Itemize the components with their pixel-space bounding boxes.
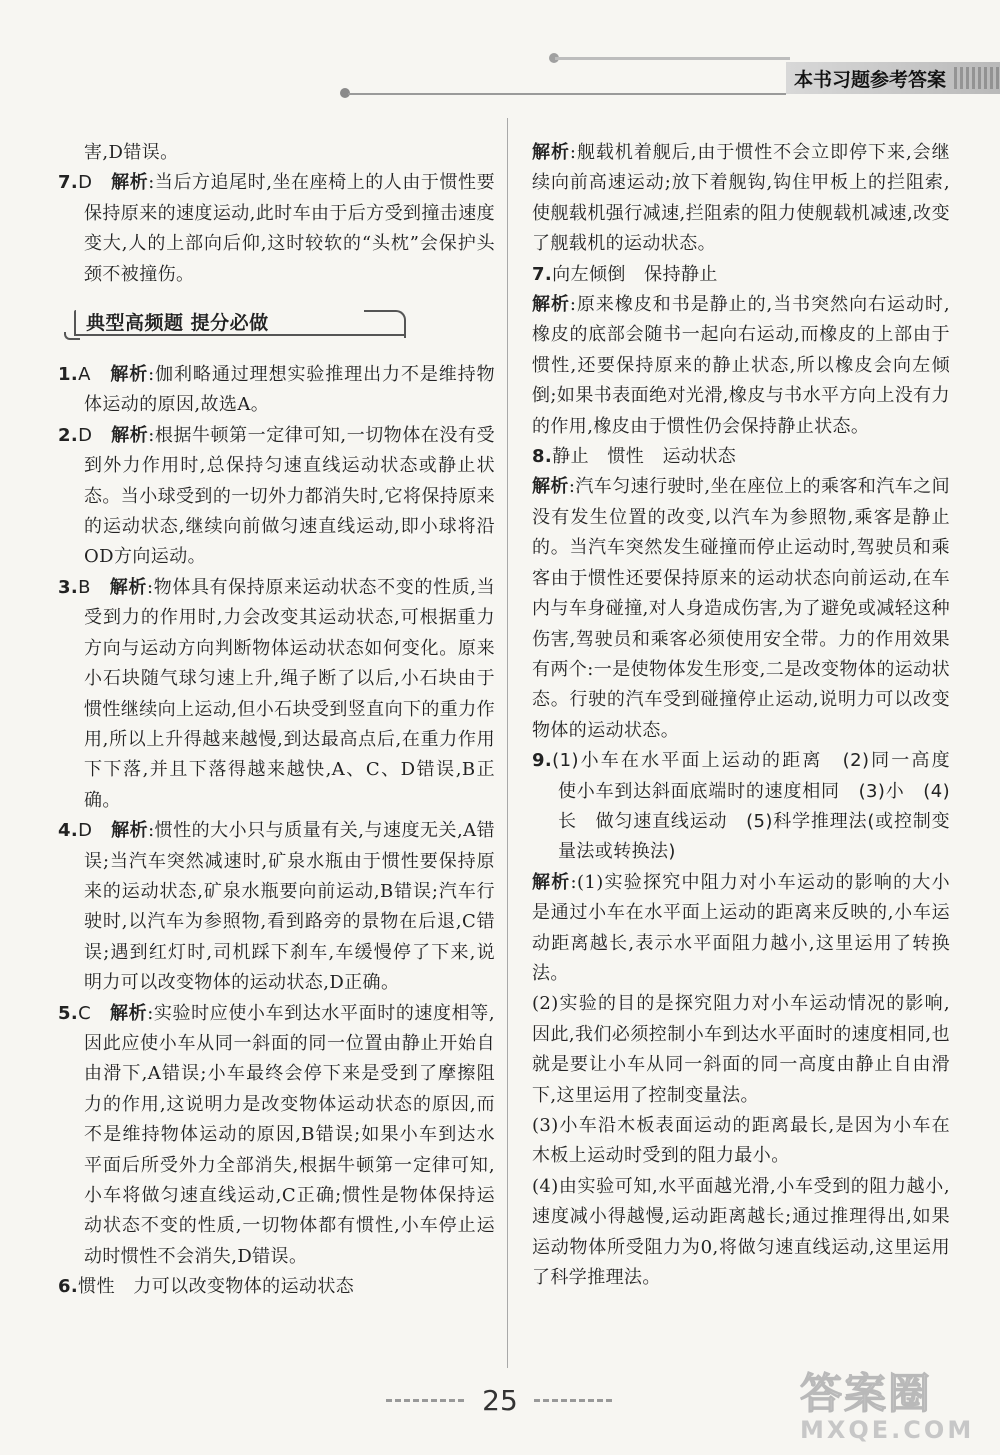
analysis-label: 解析 <box>532 871 571 893</box>
answer-item-6-analysis <box>532 138 950 260</box>
continued-text-content: 害,D错误。 <box>84 142 179 163</box>
analysis-label: 解析 <box>532 476 569 498</box>
header-title: 本书习题参考答案 <box>794 68 947 91</box>
analysis-text: :(1)实验探究中阻力对小车运动的影响的大小是通过小车在水平面上运动的距离来反映的,小车运动距离越长,表示水平面阻力越小,这里运用了转换法。 <box>532 871 950 984</box>
section-heading-ornament <box>74 310 76 336</box>
watermark-logo <box>800 1369 990 1450</box>
answer-text: 静止 惯性 运动状态 <box>552 446 737 468</box>
question-number: 1. <box>58 364 79 386</box>
right-column <box>532 138 969 1293</box>
answer-item-9-analysis-1 <box>532 868 950 990</box>
answer-item-7 <box>58 168 495 290</box>
answer-item-9-analysis-2: (2)实验的目的是探究阻力对小车运动情况的影响,因此,我们必须控制小车到达水平面时的速度相同,也就是要让小车从同一斜面的同一高度由静止自由滑下,这里运用了控制变量法。 <box>532 993 950 1106</box>
answer-item-4 <box>58 816 495 998</box>
answer-item-2 <box>58 421 495 573</box>
analysis-label: 解析 <box>532 142 570 163</box>
answer-choice: D <box>78 172 93 194</box>
answer-item-6 <box>58 1272 495 1302</box>
question-number: 8. <box>532 446 553 468</box>
header-stripes <box>954 67 1000 89</box>
question-number: 7. <box>58 172 79 194</box>
question-number: 3. <box>58 576 79 598</box>
analysis-label: 解析 <box>110 364 149 386</box>
header-ornament-line <box>555 57 790 60</box>
question-number: 4. <box>58 820 79 842</box>
analysis-text: :当后方追尾时,坐在座椅上的人由于惯性要保持原来的速度运动,此时车由于后方受到撞击速度变大,人的上部向后仰,这时较软的“头枕”会保护头颈不被撞伤。 <box>84 172 495 285</box>
analysis-label: 解析 <box>111 172 149 194</box>
column-divider <box>507 118 508 1368</box>
header-tab <box>786 62 1000 94</box>
answer-item-9-analysis-3: (3)小车沿木板表面运动的距离最长,是因为小车在木板上运动时受到的阻力最小。 <box>532 1115 950 1167</box>
answer-text: 向左倾倒 保持静止 <box>552 263 718 285</box>
left-column <box>58 138 495 1303</box>
answer-item-8 <box>532 442 950 472</box>
watermark-logo-text: 答案圈 <box>800 1369 933 1418</box>
question-number: 9. <box>532 750 553 772</box>
watermark-logo-url: MXQE.COM <box>800 1416 975 1444</box>
answer-item-7-analysis <box>532 290 950 442</box>
answer-text: 惯性 力可以改变物体的运动状态 <box>78 1276 355 1298</box>
section-heading-label: 典型高频题 提分必做 <box>86 312 269 335</box>
analysis-label: 解析 <box>109 1002 148 1024</box>
answer-choice: B <box>78 576 91 598</box>
analysis-text: :根据牛顿第一定律可知,一切物体在没有受到外力作用时,总保持匀速直线运动状态或静止状态。当小球受到的一切外力都消失时,它将保持原来的运动状态,继续向前做匀速直线运动,即小球将沿OD方向运动。 <box>84 424 495 568</box>
question-number: 5. <box>58 1002 79 1024</box>
answer-choice: A <box>78 364 91 386</box>
answer-choice: D <box>78 424 93 446</box>
analysis-text: :汽车匀速行驶时,坐在座位上的乘客和汽车之间没有发生位置的改变,以汽车为参照物,乘客是静止的。当汽车突然发生碰撞而停止运动时,驾驶员和乘客由于惯性还要保持原来的运动状态向前运动,在车内与车身碰撞,对人身造成伤害,为了避免或减轻这种伤害,驾驶员和乘客必须使用安全带。力的作用效果有两个:一是使物体发生形变,二是改变物体的运动状态。行驶的汽车受到碰撞停止运动,说明力可以改变物体的运动状态。 <box>532 476 950 741</box>
footer-ornament-left <box>386 1399 466 1402</box>
answer-item-7 <box>532 260 950 290</box>
analysis-text: :实验时应使小车到达水平面时的速度相等,因此应使小车从同一斜面的同一位置由静止开始自由滑下,A错误;小车最终会停下来是受到了摩擦阻力的作用,这说明力是改变物体运动状态的原因,而不是维持物体运动的原因,B错误;如果小车到达水平面后所受外力全部消失,根据牛顿第一定律可知,小车将做匀速直线运动,C正确;惯性是物体保持运动状态不变的性质,一切物体都有惯性,小车停止运动时惯性不会消失,D错误。 <box>84 1002 495 1267</box>
question-number: 6. <box>58 1276 79 1298</box>
analysis-text: :舰载机着舰后,由于惯性不会立即停下来,会继续向前高速运动;放下着舰钩,钩住甲板上的拦阻索,使舰载机强行减速,拦阻索的阻力使舰载机减速,改变了舰载机的运动状态。 <box>532 142 950 255</box>
analysis-text: :物体具有保持原来运动状态不变的性质,当受到力的作用时,力会改变其运动状态,可根据重力方向与运动方向判断物体运动状态如何变化。原来小石块随气球匀速上升,绳子断了以后,小石块由于惯性继续向上运动,但小石块受到竖直向下的重力作用,所以上升得越来越慢,到达最高点后,在重力作用下下落,并且下落得越来越快,A、C、D错误,B正确。 <box>84 576 495 811</box>
answer-item-5 <box>58 999 495 1273</box>
section-heading <box>64 304 495 346</box>
question-number: 7. <box>532 263 553 285</box>
footer-ornament-right <box>534 1399 614 1402</box>
answer-text: (1)小车在水平面上运动的距离 (2)同一高度 使小车到达斜面底端时的速度相同 (3)小 (4)长 做匀速直线运动 (5)科学推理法(或控制变量法或转换法) <box>552 750 969 863</box>
analysis-text: :惯性的大小只与质量有关,与速度无关,A错误;当汽车突然减速时,矿泉水瓶由于惯性要保持原来的运动状态,矿泉水瓶要向前运动,B错误;汽车行驶时,以汽车为参照物,看到路旁的景物在后退,C错误;遇到红灯时,司机踩下刹车,车缓慢停了下来,说明力可以改变物体的运动状态,D正确。 <box>84 820 495 994</box>
continued-text <box>58 138 495 168</box>
analysis-label: 解析 <box>532 294 570 316</box>
question-number: 2. <box>58 424 79 446</box>
analysis-label: 解析 <box>109 576 148 598</box>
analysis-text: :原来橡皮和书是静止的,当书突然向右运动时,橡皮的底部会随书一起向右运动,而橡皮的上部由于惯性,还要保持原来的静止状态,所以橡皮会向左倾倒;如果书表面绝对光滑,橡皮与书水平方向上没有力的作用,橡皮由于惯性仍会保持静止状态。 <box>532 294 950 437</box>
answer-item-8-analysis <box>532 472 950 746</box>
answer-item-1 <box>58 360 495 421</box>
analysis-label: 解析 <box>111 820 149 842</box>
section-heading-ornament <box>364 310 406 338</box>
page-number: 25 <box>482 1383 518 1417</box>
answer-item-9 <box>532 746 969 868</box>
answer-choice: D <box>78 820 93 842</box>
analysis-text: :伽利略通过理想实验推理出力不是维持物体运动的原因,故选A。 <box>84 364 495 416</box>
answer-choice: C <box>78 1002 92 1024</box>
header-rule <box>348 93 786 95</box>
answer-item-3 <box>58 573 495 816</box>
answer-item-9-analysis-4: (4)由实验可知,水平面越光滑,小车受到的阻力越小,速度减小得越慢,运动距离越长;通过推理得出,如果运动物体所受阻力为0,将做匀速直线运动,这里运用了科学推理法。 <box>532 1175 950 1289</box>
analysis-label: 解析 <box>111 424 149 446</box>
